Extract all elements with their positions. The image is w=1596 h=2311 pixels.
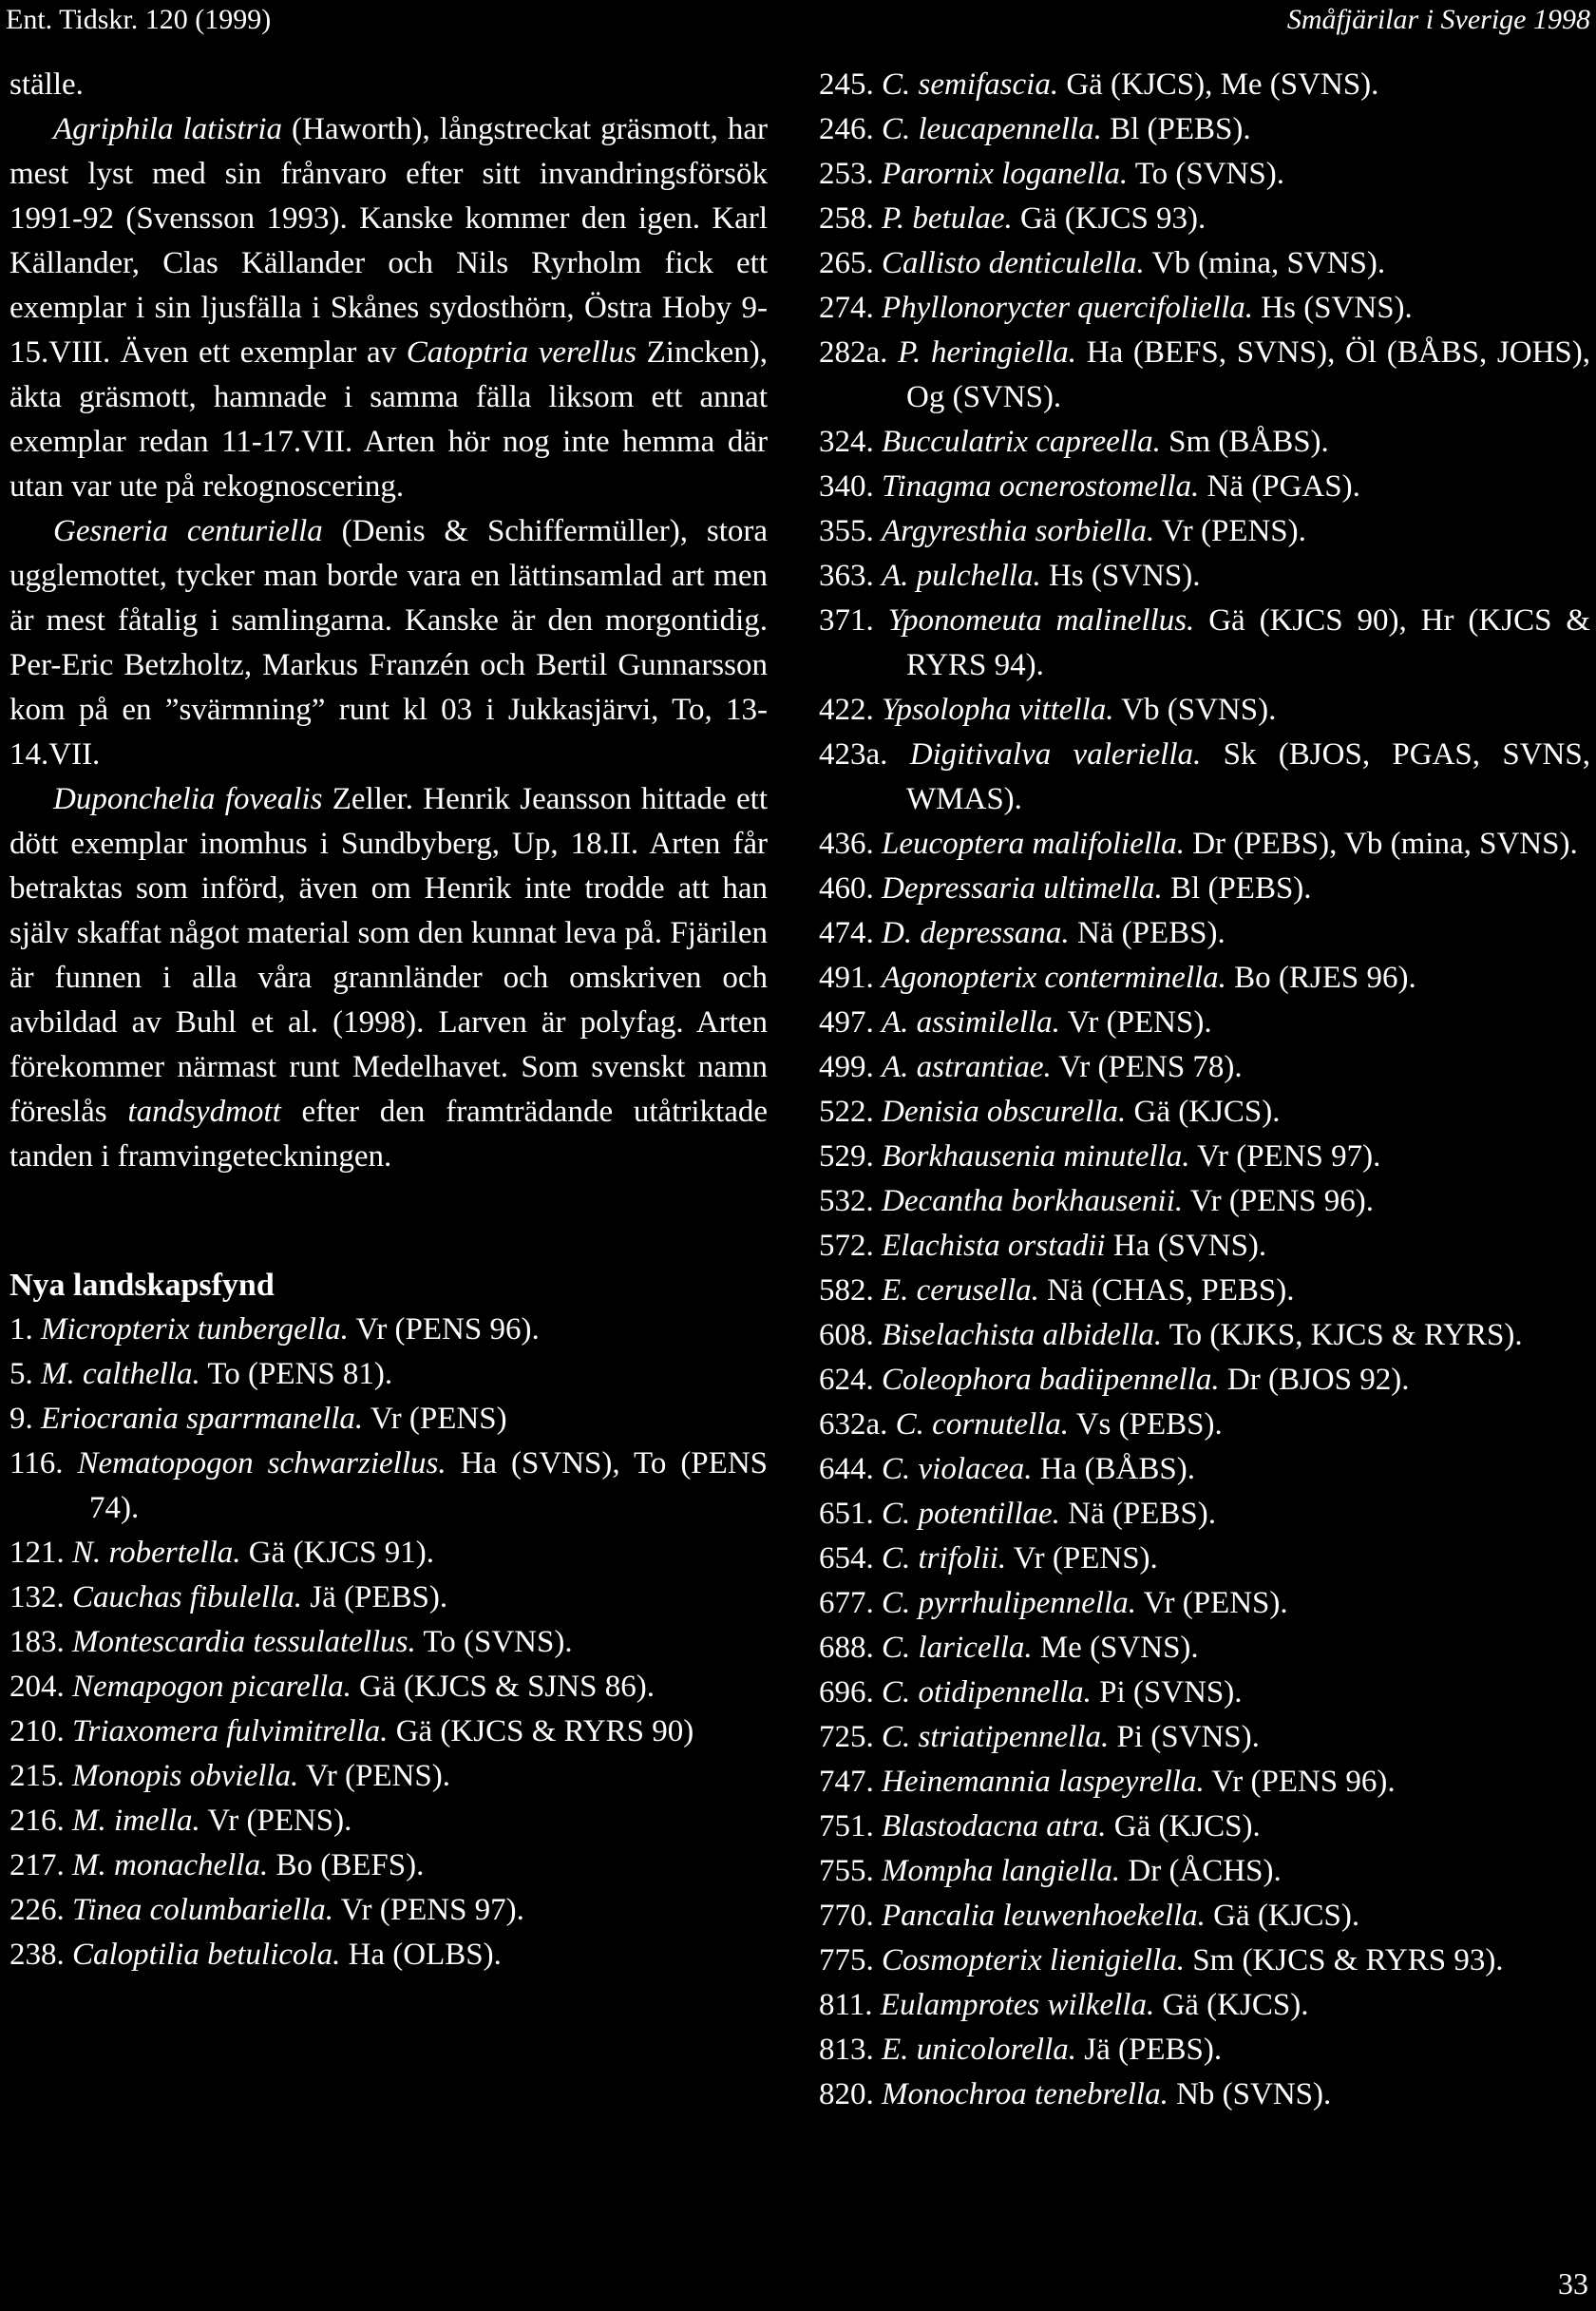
record-entry <box>819 1983 1590 2028</box>
record-entry <box>819 911 1590 956</box>
species-name: Biselachista albidella. <box>882 1318 1163 1352</box>
record-entry <box>10 1397 768 1442</box>
entry-number: 9. <box>10 1402 33 1436</box>
entry-number: 253. <box>819 157 874 191</box>
record-entry <box>819 1090 1590 1135</box>
record-entry <box>819 2072 1590 2117</box>
entry-number: 572. <box>819 1229 874 1263</box>
entry-number: 522. <box>819 1095 874 1129</box>
locality-info: Gä (KJCS). <box>1162 1988 1309 2022</box>
species-name: E. cerusella. <box>882 1273 1039 1308</box>
locality-info: Me (SVNS). <box>1039 1631 1199 1665</box>
locality-info: Vr (PENS 96). <box>1211 1765 1396 1799</box>
locality-info: Ha (OLBS). <box>348 1938 502 1972</box>
species-name: Ypsolopha vittella. <box>882 693 1114 727</box>
locality-info: Gä (KJCS & RYRS 90) <box>395 1714 694 1748</box>
locality-info: Ha (SVNS). <box>1112 1229 1267 1263</box>
species-name: A. assimilella. <box>882 1005 1060 1040</box>
text-run: ställe. <box>10 67 84 102</box>
entry-number: 423a. <box>819 737 888 772</box>
record-entry <box>819 465 1590 509</box>
entry-number: 751. <box>819 1809 874 1843</box>
locality-info: Vr (PENS). <box>207 1804 352 1838</box>
record-entry <box>819 286 1590 331</box>
locality-info: Dr (ÅCHS). <box>1128 1854 1282 1888</box>
entry-number: 497. <box>819 1005 874 1040</box>
entry-number: 651. <box>819 1497 874 1531</box>
species-name: Elachista orstadii <box>882 1229 1106 1263</box>
species-name: Catoptria verellus <box>406 335 636 370</box>
entry-number: 340. <box>819 469 874 504</box>
locality-info: To (SVNS). <box>1134 157 1284 191</box>
record-entry <box>819 733 1590 822</box>
locality-info: Gä (KJCS). <box>1213 1899 1360 1933</box>
locality-info: Vr (PENS 97). <box>1197 1139 1381 1174</box>
species-name: Yponomeuta malinellus. <box>887 603 1195 638</box>
record-entry <box>819 1805 1590 1849</box>
species-name: Mompha langiella. <box>882 1854 1121 1888</box>
locality-info: Gä (KJCS & SJNS 86). <box>359 1670 655 1704</box>
species-name: Micropterix tunbergella. <box>41 1312 349 1346</box>
entry-number: 755. <box>819 1854 874 1888</box>
species-name: C. violacea. <box>882 1452 1033 1486</box>
record-entry <box>819 241 1590 286</box>
species-name: Depressaria ultimella. <box>882 871 1163 906</box>
record-list-right <box>819 63 1590 2117</box>
page-number: 33 <box>1558 2266 1588 2301</box>
species-name: Tinea columbariella. <box>72 1893 333 1927</box>
species-name: Phyllonorycter quercifoliella. <box>882 291 1254 325</box>
entry-number: 532. <box>819 1184 874 1218</box>
entry-number: 747. <box>819 1765 874 1799</box>
locality-info: Vr (PENS). <box>1143 1586 1288 1620</box>
species-name: Agonopterix conterminella. <box>882 961 1226 995</box>
entry-number: 775. <box>819 1943 874 1977</box>
locality-info: Vr (PENS 97). <box>340 1893 524 1927</box>
record-entry <box>819 2028 1590 2072</box>
species-name: Parornix loganella. <box>882 157 1129 191</box>
article-text <box>10 63 768 1179</box>
locality-info: Pi (SVNS). <box>1116 1720 1260 1754</box>
species-name: Eriocrania sparrmanella. <box>41 1402 364 1436</box>
species-name: C. semifascia. <box>882 67 1059 102</box>
record-entry <box>819 152 1590 197</box>
species-name: Heinemannia laspeyrella. <box>882 1765 1205 1799</box>
species-name: Nemapogon picarella. <box>72 1670 352 1704</box>
paragraph <box>10 509 768 777</box>
species-name: Decantha borkhausenii. <box>882 1184 1184 1218</box>
species-name: tandsydmott <box>127 1095 281 1129</box>
entry-number: 371. <box>819 603 874 638</box>
record-entry <box>819 63 1590 107</box>
locality-info: Vr (PENS). <box>1067 1005 1212 1040</box>
entry-number: 491. <box>819 961 874 995</box>
locality-info: Ha (BÅBS). <box>1039 1452 1195 1486</box>
text-run: efter den framträdande utåtriktade tanden i framvingeteckningen. <box>10 1095 768 1174</box>
text-run: (Haworth), långstreckat gräsmott, har mest lyst med sin frånvaro efter sitt invandringsförsök 1991-92 (Svensson 1993). Kanske kommer den igen. Karl Källander, Clas Källander och Nils Ryrholm fick ett exemplar i sin ljusfälla i Skånes sydosthörn, Östra Hoby 9-15.VIII. Även ett exemplar av <box>10 112 768 370</box>
text-run: Zeller. Henrik Jeansson hittade ett dött exemplar inomhus i Sundbyberg, Up, 18.II. Arten får betraktas som införd, även om Henrik inte trodde att han själv skaffat något material som den kunnat leva på. Fjärilen är funnen i alla våra grannländer och omskriven och avbildad av Buhl et al. (1998). Larven är polyfag. Arten förekommer närmast runt Medelhavet. Som svenskt namn föreslås <box>10 782 768 1129</box>
species-name: Agriphila latistria <box>53 112 283 146</box>
species-name: C. potentillae. <box>882 1497 1060 1531</box>
species-name: P. heringiella. <box>898 335 1077 370</box>
entry-number: 265. <box>819 246 874 280</box>
locality-info: Gä (KJCS). <box>1133 1095 1281 1129</box>
locality-info: Dr (PEBS), Vb (mina, SVNS). <box>1192 827 1578 861</box>
locality-info: Jä (PEBS). <box>1084 2033 1223 2067</box>
record-entry <box>10 1754 768 1799</box>
entry-number: 116. <box>10 1446 64 1480</box>
record-entry <box>819 197 1590 241</box>
species-name: N. robertella. <box>72 1536 241 1570</box>
species-name: A. astrantiae. <box>882 1050 1052 1084</box>
record-entry <box>819 1894 1590 1939</box>
text-run: (Denis & Schiffermüller), stora ugglemottet, tycker man borde vara en lättinsamlad art men är mest fåtalig i samlingarna. Kanske är den morgontidig. Per-Eric Betzholtz, Markus Franzén och Bertil Gunnarsson kom på en ”svärmning” runt kl 03 i Jukkasjärvi, To, 13-14.VII. <box>10 514 768 772</box>
record-entry <box>819 1581 1590 1626</box>
entry-number: 246. <box>819 112 874 146</box>
locality-info: Ha (BEFS, SVNS), Öl (BÅBS, JOHS), Og (SVNS). <box>906 335 1590 414</box>
entry-number: 5. <box>10 1357 33 1391</box>
species-name: Monopis obviella. <box>72 1759 299 1793</box>
record-entry <box>819 867 1590 911</box>
entry-number: 644. <box>819 1452 874 1486</box>
species-name: C. leucapennella. <box>882 112 1102 146</box>
record-entry <box>819 1179 1590 1224</box>
locality-info: Gä (KJCS 93). <box>1020 201 1206 236</box>
entry-number: 274. <box>819 291 874 325</box>
locality-info: Vr (PENS). <box>305 1759 450 1793</box>
record-entry <box>10 1442 768 1531</box>
locality-info: Vr (PENS). <box>1013 1541 1158 1576</box>
record-entry <box>819 1537 1590 1581</box>
record-entry <box>819 1001 1590 1045</box>
locality-info: Bo (RJES 96). <box>1234 961 1416 995</box>
locality-info: Gä (KJCS 90), Hr (KJCS & RYRS 94). <box>906 603 1591 682</box>
species-name: Cauchas fibulella. <box>72 1580 302 1614</box>
locality-info: Hs (SVNS). <box>1261 291 1413 325</box>
entry-number: 696. <box>819 1675 874 1709</box>
record-entry <box>819 107 1590 152</box>
entry-number: 811. <box>819 1988 873 2022</box>
record-entry <box>10 1620 768 1665</box>
locality-info: Sm (BÅBS). <box>1168 425 1329 459</box>
species-name: C. laricella. <box>882 1631 1033 1665</box>
entry-number: 436. <box>819 827 874 861</box>
record-entry <box>10 1576 768 1620</box>
locality-info: Vs (PEBS). <box>1075 1407 1223 1442</box>
entry-number: 183. <box>10 1625 65 1659</box>
species-name: D. depressana. <box>882 916 1070 950</box>
entry-number: 245. <box>819 67 874 102</box>
entry-number: 725. <box>819 1720 874 1754</box>
record-entry <box>819 1715 1590 1760</box>
species-name: Montescardia tessulatellus. <box>72 1625 416 1659</box>
entry-number: 422. <box>819 693 874 727</box>
right-column <box>819 63 1590 2117</box>
species-name: Leucoptera malifoliella. <box>882 827 1185 861</box>
species-name: M. monachella. <box>72 1848 269 1882</box>
species-name: P. betulae. <box>882 201 1013 236</box>
entry-number: 460. <box>819 871 874 906</box>
locality-info: Hs (SVNS). <box>1048 559 1201 593</box>
locality-info: Nä (PGAS). <box>1206 469 1360 504</box>
record-entry <box>819 1447 1590 1492</box>
entry-number: 216. <box>10 1804 65 1838</box>
record-entry <box>819 331 1590 420</box>
species-name: Pancalia leuwenhoekella. <box>882 1899 1206 1933</box>
locality-info: To (PENS 81). <box>207 1357 393 1391</box>
locality-info: Pi (SVNS). <box>1099 1675 1243 1709</box>
locality-info: Vb (mina, SVNS). <box>1151 246 1386 280</box>
record-entry <box>819 956 1590 1001</box>
species-name: C. striatipennella. <box>882 1720 1110 1754</box>
locality-info: Dr (BJOS 92). <box>1226 1363 1410 1397</box>
species-name: Coleophora badiipennella. <box>882 1363 1220 1397</box>
species-name: Callisto denticulella. <box>882 246 1145 280</box>
locality-info: Gä (KJCS). <box>1113 1809 1261 1843</box>
entry-number: 632a. <box>819 1407 888 1442</box>
entry-number: 238. <box>10 1938 65 1972</box>
entry-number: 688. <box>819 1631 874 1665</box>
record-entry <box>10 1888 768 1933</box>
record-entry <box>819 599 1590 688</box>
entry-number: 624. <box>819 1363 874 1397</box>
locality-info: Vr (PENS 96). <box>355 1312 540 1346</box>
locality-info: To (SVNS). <box>423 1625 573 1659</box>
locality-info: To (KJKS, KJCS & RYRS). <box>1168 1318 1523 1352</box>
entry-number: 677. <box>819 1586 874 1620</box>
entry-number: 217. <box>10 1848 65 1882</box>
record-entry <box>819 1269 1590 1313</box>
record-entry <box>819 509 1590 554</box>
species-name: C. cornutella. <box>895 1407 1070 1442</box>
record-entry <box>819 1135 1590 1179</box>
locality-info: Bl (PEBS). <box>1110 112 1251 146</box>
species-name: Tinagma ocnerostomella. <box>882 469 1200 504</box>
species-name: Bucculatrix capreella. <box>882 425 1161 459</box>
record-entry <box>819 1760 1590 1805</box>
species-name: Monochroa tenebrella. <box>882 2077 1168 2111</box>
locality-info: Nä (PEBS). <box>1076 916 1226 950</box>
entry-number: 529. <box>819 1139 874 1174</box>
running-header-journal: Ent. Tidskr. 120 (1999) <box>6 4 272 35</box>
locality-info: Vr (PENS) <box>370 1402 507 1436</box>
entry-number: 608. <box>819 1318 874 1352</box>
species-name: M. imella. <box>72 1804 200 1838</box>
species-name: M. calthella. <box>41 1357 200 1391</box>
entry-number: 121. <box>10 1536 65 1570</box>
locality-info: Gä (KJCS 91). <box>248 1536 435 1570</box>
record-entry <box>819 1403 1590 1447</box>
locality-info: Jä (PEBS). <box>310 1580 448 1614</box>
entry-number: 770. <box>819 1899 874 1933</box>
species-name: C. trifolii. <box>882 1541 1007 1576</box>
entry-number: 499. <box>819 1050 874 1084</box>
locality-info: Nä (PEBS). <box>1068 1497 1216 1531</box>
record-entry <box>10 1308 768 1352</box>
locality-info: Ha (SVNS), To (PENS 74). <box>89 1446 769 1525</box>
record-entry <box>10 1352 768 1397</box>
entry-number: 654. <box>819 1541 874 1576</box>
entry-number: 210. <box>10 1714 65 1748</box>
record-entry <box>819 1939 1590 1983</box>
record-list-left <box>10 1308 768 1977</box>
record-entry <box>10 1799 768 1843</box>
record-entry <box>819 1626 1590 1671</box>
record-entry <box>819 1313 1590 1358</box>
text-run: Zincken), äkta gräsmott, hamnade i samma fälla liksom ett annat exemplar redan 11-17.VII. Arten hör nog inte hemma där utan var ute på rekognoscering. <box>10 335 768 504</box>
species-name: E. unicolorella. <box>882 2033 1076 2067</box>
entry-number: 324. <box>819 425 874 459</box>
locality-info: Nä (CHAS, PEBS). <box>1047 1273 1295 1308</box>
entry-number: 1. <box>10 1312 33 1346</box>
record-entry <box>819 1358 1590 1403</box>
entry-number: 474. <box>819 916 874 950</box>
record-entry <box>10 1709 768 1754</box>
record-entry <box>819 1224 1590 1269</box>
species-name: Denisia obscurella. <box>882 1095 1127 1129</box>
species-name: Cosmopterix lienigiella. <box>882 1943 1185 1977</box>
entry-number: 582. <box>819 1273 874 1308</box>
locality-info: Bo (BEFS). <box>276 1848 425 1882</box>
record-entry <box>819 1045 1590 1090</box>
record-entry <box>10 1531 768 1576</box>
locality-info: Nb (SVNS). <box>1176 2077 1332 2111</box>
record-entry <box>819 688 1590 733</box>
species-name: C. otidipennella. <box>882 1675 1092 1709</box>
locality-info: Vr (PENS). <box>1161 514 1306 548</box>
record-entry <box>819 420 1590 465</box>
species-name: Blastodacna atra. <box>882 1809 1107 1843</box>
locality-info: Vb (SVNS). <box>1121 693 1277 727</box>
entry-number: 355. <box>819 514 874 548</box>
record-entry <box>819 822 1590 867</box>
species-name: Triaxomera fulvimitrella. <box>72 1714 389 1748</box>
species-name: C. pyrrhulipennella. <box>882 1586 1136 1620</box>
locality-info: Bl (PEBS). <box>1170 871 1312 906</box>
entry-number: 204. <box>10 1670 65 1704</box>
paragraph <box>10 777 768 1179</box>
entry-number: 282a. <box>819 335 888 370</box>
entry-number: 258. <box>819 201 874 236</box>
record-entry <box>10 1843 768 1888</box>
species-name: Eulamprotes wilkella. <box>880 1988 1155 2022</box>
locality-info: Gä (KJCS), Me (SVNS). <box>1066 67 1379 102</box>
entry-number: 226. <box>10 1893 65 1927</box>
entry-number: 132. <box>10 1580 65 1614</box>
entry-number: 363. <box>819 559 874 593</box>
left-column <box>10 63 768 1977</box>
record-entry <box>10 1933 768 1977</box>
record-entry <box>819 554 1590 599</box>
record-entry <box>819 1671 1590 1715</box>
locality-info: Sk (BJOS, PGAS, SVNS, WMAS). <box>906 737 1590 816</box>
species-name: Duponchelia fovealis <box>53 782 323 816</box>
species-name: Nematopogon schwarziellus. <box>77 1446 446 1480</box>
paragraph <box>10 107 768 509</box>
species-name: Borkhausenia minutella. <box>882 1139 1190 1174</box>
species-name: A. pulchella. <box>882 559 1041 593</box>
paragraph <box>10 63 768 107</box>
species-name: Argyresthia sorbiella. <box>882 514 1155 548</box>
record-entry <box>10 1665 768 1709</box>
entry-number: 820. <box>819 2077 874 2111</box>
locality-info: Sm (KJCS & RYRS 93). <box>1192 1943 1504 1977</box>
record-entry <box>819 1849 1590 1894</box>
section-heading: Nya landskapsfynd <box>10 1268 275 1303</box>
species-name: Gesneria centuriella <box>53 514 323 548</box>
locality-info: Vr (PENS 96). <box>1189 1184 1375 1218</box>
running-header-title: Småfjärilar i Sverige 1998 <box>1286 4 1590 35</box>
species-name: Caloptilia betulicola. <box>72 1938 341 1972</box>
entry-number: 813. <box>819 2033 874 2067</box>
record-entry <box>819 1492 1590 1537</box>
species-name: Digitivalva valeriella. <box>909 737 1202 772</box>
entry-number: 215. <box>10 1759 65 1793</box>
locality-info: Vr (PENS 78). <box>1058 1050 1243 1084</box>
